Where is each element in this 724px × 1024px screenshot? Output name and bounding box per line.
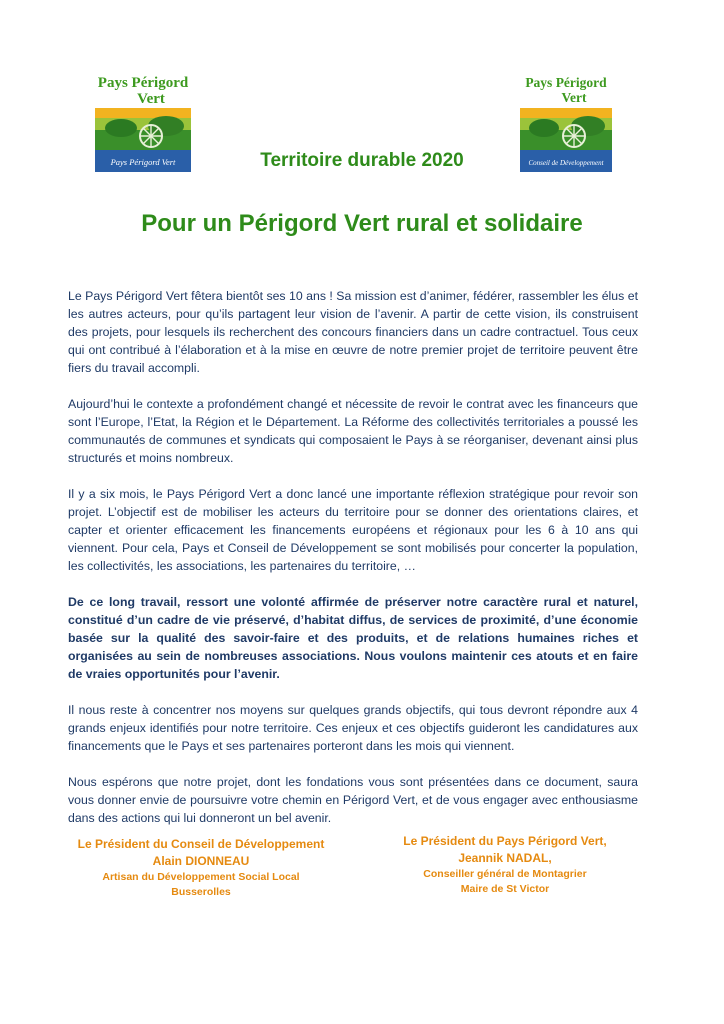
signature-right	[380, 833, 630, 897]
signature-detail: Artisan du Développement Social Local	[102, 871, 300, 883]
paragraph-5: Il nous reste à concentrer nos moyens sur quelques grands objectifs, qui tous devront répondre aux 4 grands enjeux identifiés pour notre territoire. Ces enjeux et ces objectifs guideront les candidatures aux financements que le Pays et ses partenaires porteront dans les mois qui viennent.	[68, 703, 638, 753]
document-title: Pour un Périgord Vert rural et solidaire	[141, 210, 583, 237]
document-subtitle: Territoire durable 2020	[260, 150, 464, 171]
signature-role: Le Président du Conseil de Développement	[77, 837, 325, 851]
paragraph-4-highlight: De ce long travail, ressort une volonté affirmée de préserver notre caractère rural et naturel, constitué d’un cadre de vie préservé, d’habitat diffus, de services de proximité, d’une économie basée sur la qualité des savoir-faire et des produits, et de relations humaines riches et organisées au sein de nombreuses associations. Nous voulons maintenir ces atouts et en faire de vraies opportunités pour l’avenir.	[68, 595, 638, 681]
logo-name-line1: Pays Périgord	[525, 75, 607, 90]
signature-role: Le Président du Pays Périgord Vert,	[403, 834, 607, 848]
paragraph-2: Aujourd’hui le contexte a profondément changé et nécessite de revoir le contrat avec les financeurs que sont l’Europe, l’Etat, la Région et le Département. La Réforme des collectivités territoriales a poussé les communautés de communes et syndicats qui composaient le Pays à se réorganiser, devenant ainsi plus structurés et moins nombreux.	[68, 397, 638, 465]
paragraph-1: Le Pays Périgord Vert fêtera bientôt ses 10 ans ! Sa mission est d’animer, fédérer, rassembler les élus et les autres acteurs, pour qu’ils partagent leur vision de l’avenir. A partir de cette vision, ils construisent des projets, pour lesquels ils recherchent des concours financiers dans un cadre contractuel. Tous ceux qui ont contribué à l’élaboration et à la mise en œuvre de notre premier projet de territoire peuvent être fiers du travail accompli.	[68, 289, 638, 375]
signature-left	[66, 836, 336, 900]
paragraph-3: Il y a six mois, le Pays Périgord Vert a donc lancé une importante réflexion stratégique pour revoir son projet. L’objectif est de mobiliser les acteurs du territoire pour se donner des orientations claires, et capter et orienter efficacement les financements européens et régionaux pour les 6 à 10 ans qui viennent. Pour cela, Pays et Conseil de Développement se sont mobilisés pour concerter la population, les collectivités, les associations, les partenaires du territoire, …	[68, 487, 638, 573]
logo-name-line1: Pays Périgord	[97, 75, 189, 91]
signature-detail: Conseiller général de Montagrier	[423, 868, 587, 880]
logo-name-line2: Vert	[137, 91, 165, 107]
paragraph-6: Nous espérons que notre projet, dont les fondations vous sont présentées dans ce document, saura vous donner envie de poursuivre votre chemin en Périgord Vert, et de vous engager avec enthousiasme dans des actions qui lui donneront un bel avenir.	[68, 775, 638, 825]
signature-name: Jeannik NADAL,	[458, 851, 552, 865]
logo-name-line2: Vert	[561, 90, 587, 105]
signature-name: Alain DIONNEAU	[152, 854, 250, 868]
logo-tagline: Conseil de Développement	[528, 159, 604, 167]
logo-tagline: Pays Périgord Vert	[110, 157, 176, 167]
signature-detail: Busserolles	[171, 886, 231, 898]
signature-detail: Maire de St Victor	[460, 883, 550, 895]
letter-body	[68, 287, 638, 845]
